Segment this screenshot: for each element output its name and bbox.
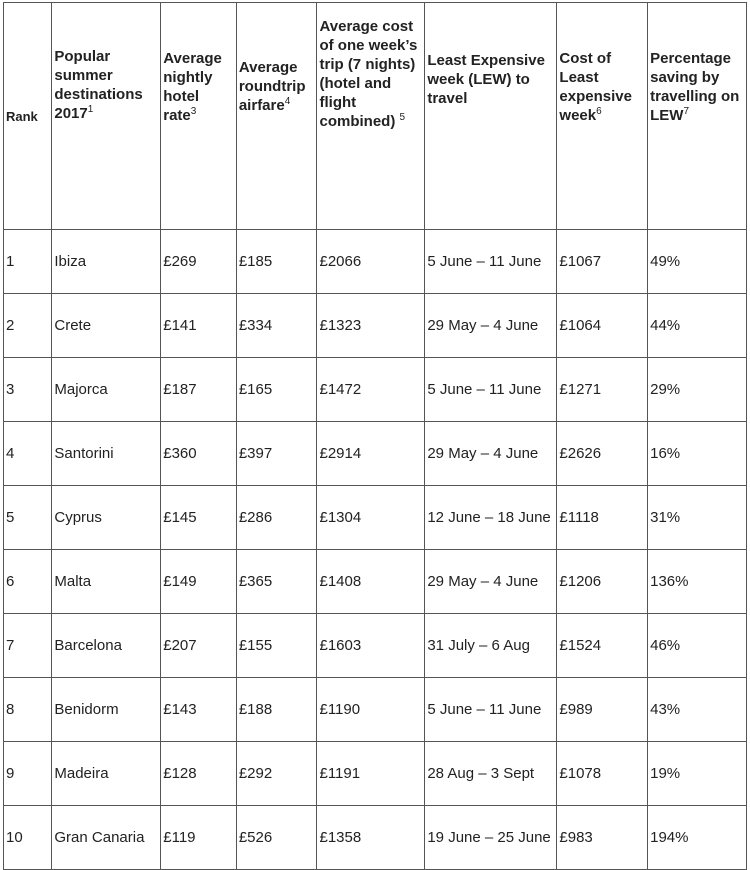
header-saving: [648, 3, 746, 229]
table-row: [4, 550, 746, 613]
lew-cell: 29 May – 4 June: [425, 294, 556, 357]
destination-cell: Ibiza: [52, 230, 160, 293]
airfare-cell: £526: [237, 806, 317, 869]
lew-cell: 5 June – 11 June: [425, 230, 556, 293]
lew-cost-cell: £983: [557, 806, 647, 869]
header-lew-cost: [557, 3, 647, 229]
week-cost-cell: £1304: [317, 486, 424, 549]
destination-cell: Santorini: [52, 422, 160, 485]
destination-cell: Madeira: [52, 742, 160, 805]
destination-cell: Cyprus: [52, 486, 160, 549]
footnote-marker: 6: [596, 106, 602, 117]
header-lew-cost-label: Cost of Least expensive week: [559, 50, 632, 124]
airfare-cell: £397: [237, 422, 317, 485]
week-cost-cell: £1191: [317, 742, 424, 805]
hotel-rate-cell: £187: [161, 358, 236, 421]
saving-cell: 31%: [648, 486, 746, 549]
rank-cell: 8: [4, 678, 51, 741]
rank-cell: 3: [4, 358, 51, 421]
rank-cell: 9: [4, 742, 51, 805]
header-week-cost: [317, 3, 424, 229]
airfare-cell: £185: [237, 230, 317, 293]
destinations-table: [3, 2, 747, 870]
lew-cost-cell: £1118: [557, 486, 647, 549]
table-row: [4, 230, 746, 293]
footnote-marker: 3: [190, 106, 197, 117]
header-rank-label: Rank: [6, 108, 38, 124]
week-cost-cell: £1358: [317, 806, 424, 869]
lew-cost-cell: £1524: [557, 614, 647, 677]
header-hotel-rate: [161, 3, 236, 229]
lew-cell: 5 June – 11 June: [425, 358, 556, 421]
airfare-cell: £365: [237, 550, 317, 613]
lew-cell: 29 May – 4 June: [425, 550, 556, 613]
footnote-marker: 1: [87, 104, 94, 115]
header-week-cost-label: Average cost of one week’s trip (7 nights) (hotel and flight combined): [319, 18, 418, 130]
airfare-cell: £286: [237, 486, 317, 549]
airfare-cell: £188: [237, 678, 317, 741]
week-cost-cell: £1190: [317, 678, 424, 741]
hotel-rate-cell: £360: [161, 422, 236, 485]
saving-cell: 46%: [648, 614, 746, 677]
hotel-rate-cell: £128: [161, 742, 236, 805]
header-lew: [425, 3, 556, 229]
rank-cell: 1: [4, 230, 51, 293]
table-row: [4, 742, 746, 805]
destination-cell: Gran Canaria: [52, 806, 160, 869]
table-row: [4, 358, 746, 421]
header-hotel-rate-label: Average nightly hotel rate: [163, 50, 222, 124]
hotel-rate-cell: £149: [161, 550, 236, 613]
table-body: [4, 230, 746, 869]
saving-cell: 29%: [648, 358, 746, 421]
hotel-rate-cell: £143: [161, 678, 236, 741]
lew-cost-cell: £2626: [557, 422, 647, 485]
header-destination: [52, 3, 160, 229]
saving-cell: 49%: [648, 230, 746, 293]
saving-cell: 43%: [648, 678, 746, 741]
footnote-marker: 4: [284, 96, 291, 107]
lew-cost-cell: £1078: [557, 742, 647, 805]
lew-cost-cell: £1064: [557, 294, 647, 357]
week-cost-cell: £1603: [317, 614, 424, 677]
header-airfare-label: Average roundtrip airfare: [238, 59, 306, 114]
airfare-cell: £334: [237, 294, 317, 357]
airfare-cell: £155: [237, 614, 317, 677]
table-row: [4, 294, 746, 357]
airfare-cell: £292: [237, 742, 317, 805]
lew-cell: 28 Aug – 3 Sept: [425, 742, 556, 805]
destination-cell: Benidorm: [52, 678, 160, 741]
rank-cell: 4: [4, 422, 51, 485]
lew-cell: 5 June – 11 June: [425, 678, 556, 741]
header-airfare: [237, 3, 317, 229]
saving-cell: 16%: [648, 422, 746, 485]
header-saving-label: Percentage saving by travelling on LEW: [650, 50, 740, 124]
destination-cell: Barcelona: [52, 614, 160, 677]
table-row: [4, 806, 746, 869]
saving-cell: 19%: [648, 742, 746, 805]
week-cost-cell: £2914: [317, 422, 424, 485]
lew-cost-cell: £989: [557, 678, 647, 741]
saving-cell: 44%: [648, 294, 746, 357]
footnote-marker: 5: [399, 112, 406, 123]
lew-cost-cell: £1206: [557, 550, 647, 613]
table-row: [4, 422, 746, 485]
header-rank: [4, 3, 51, 229]
header-destination-label: Popular summer destinations 2017: [54, 48, 143, 122]
table-row: [4, 614, 746, 677]
week-cost-cell: £1408: [317, 550, 424, 613]
lew-cost-cell: £1271: [557, 358, 647, 421]
hotel-rate-cell: £145: [161, 486, 236, 549]
week-cost-cell: £1472: [317, 358, 424, 421]
airfare-cell: £165: [237, 358, 317, 421]
week-cost-cell: £1323: [317, 294, 424, 357]
saving-cell: 194%: [648, 806, 746, 869]
lew-cell: 31 July – 6 Aug: [425, 614, 556, 677]
hotel-rate-cell: £119: [161, 806, 236, 869]
hotel-rate-cell: £269: [161, 230, 236, 293]
lew-cell: 12 June – 18 June: [425, 486, 556, 549]
saving-cell: 136%: [648, 550, 746, 613]
header-lew-label: Least Expensive week (LEW) to travel: [427, 52, 545, 107]
rank-cell: 6: [4, 550, 51, 613]
destination-cell: Majorca: [52, 358, 160, 421]
table-row: [4, 486, 746, 549]
footnote-marker: 7: [683, 106, 690, 117]
rank-cell: 10: [4, 806, 51, 869]
destination-cell: Malta: [52, 550, 160, 613]
rank-cell: 5: [4, 486, 51, 549]
hotel-rate-cell: £207: [161, 614, 236, 677]
rank-cell: 2: [4, 294, 51, 357]
rank-cell: 7: [4, 614, 51, 677]
header-row: [4, 3, 746, 229]
week-cost-cell: £2066: [317, 230, 424, 293]
destinations-table-container: [3, 2, 747, 870]
lew-cost-cell: £1067: [557, 230, 647, 293]
hotel-rate-cell: £141: [161, 294, 236, 357]
lew-cell: 19 June – 25 June: [425, 806, 556, 869]
table-row: [4, 678, 746, 741]
destination-cell: Crete: [52, 294, 160, 357]
lew-cell: 29 May – 4 June: [425, 422, 556, 485]
